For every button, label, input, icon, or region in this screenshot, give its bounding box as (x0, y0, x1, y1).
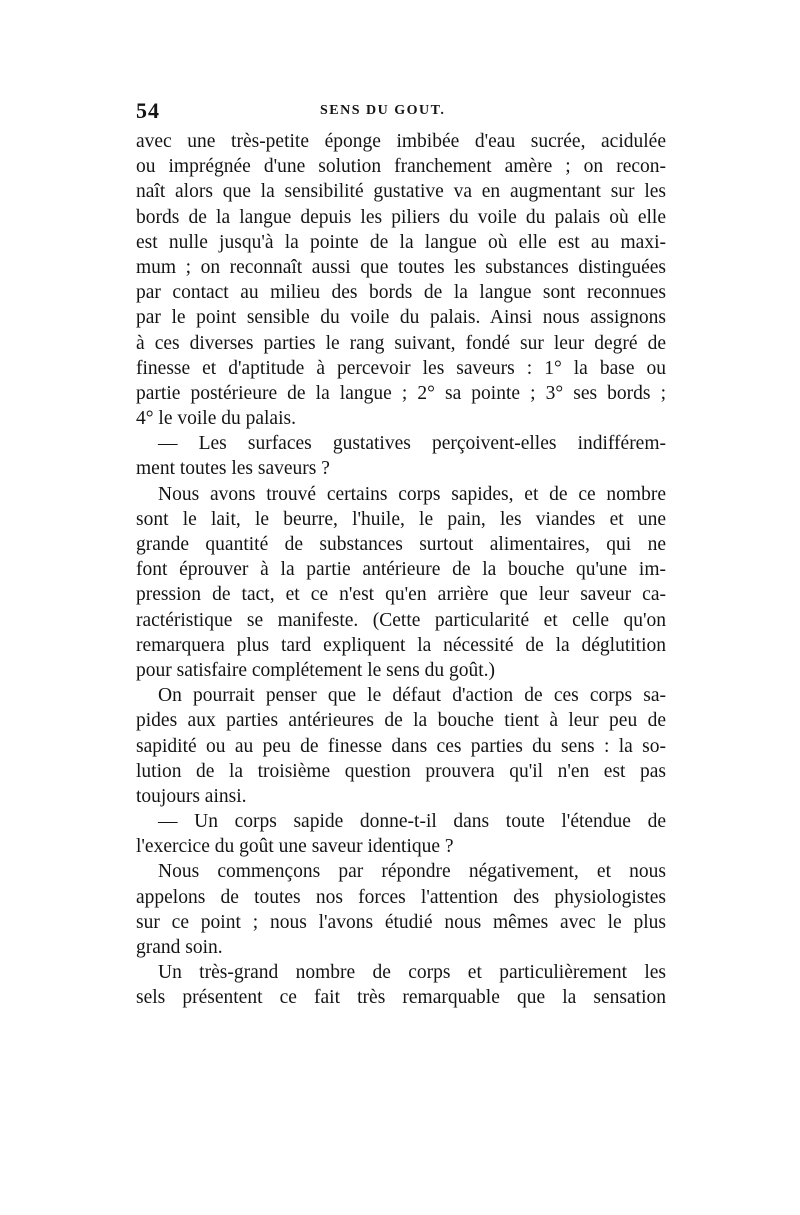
text-line: par le point sensible du voile du palais. Ainsi nous assignons (136, 307, 666, 329)
running-title: SENS DU GOUT. (320, 103, 446, 118)
text-line: sels présentent ce fait très remarquable que la sensation (136, 987, 666, 1009)
page-number: 54 (136, 98, 160, 123)
text-line: Un très-grand nombre de corps et particulièrement les (158, 962, 666, 984)
text-line: Nous commençons par répondre négativement, et nous (158, 861, 666, 883)
text-line: remarquera plus tard expliquent la nécessité de la déglutition (136, 634, 666, 656)
text-line: pression de tact, et ce n'est qu'en arrière que leur saveur ca- (136, 584, 666, 606)
text-line: ou imprégnée d'une solution franchement amère ; on recon- (136, 156, 666, 178)
text-line: par contact au milieu des bords de la langue sont reconnues (136, 282, 666, 304)
text-line: ractéristique se manifeste. (Cette particularité et celle qu'on (136, 609, 666, 631)
text-line: est nulle jusqu'à la pointe de la langue où elle est au maxi- (136, 231, 666, 253)
text-line: sur ce point ; nous l'avons étudié nous mêmes avec le plus (136, 911, 666, 933)
text-line: finesse et d'aptitude à percevoir les saveurs : 1° la base ou (136, 357, 666, 379)
text-line: grand soin. (136, 937, 223, 958)
text-line: appelons de toutes nos forces l'attention des physiologistes (136, 886, 666, 908)
text-line: bords de la langue depuis les piliers du voile du palais où elle (136, 206, 666, 228)
text-line: partie postérieure de la langue ; 2° sa pointe ; 3° ses bords ; (136, 382, 666, 404)
text-line: l'exercice du goût une saveur identique ? (136, 836, 454, 858)
page-header (136, 98, 666, 128)
body-text (136, 129, 666, 1011)
text-line: pides aux parties antérieures de la bouche tient à leur peu de (136, 710, 666, 732)
text-line: — Un corps sapide donne-t-il dans toute l'étendue de (158, 811, 666, 833)
text-line: — Les surfaces gustatives perçoivent-elles indifférem- (158, 433, 666, 455)
text-line: 4° le voile du palais. (136, 408, 296, 430)
text-line: toujours ainsi. (136, 785, 247, 807)
text-line: lution de la troisième question prouvera qu'il n'en est pas (136, 760, 666, 782)
text-line: Nous avons trouvé certains corps sapides, et de ce nombre (158, 483, 666, 505)
text-line: sont le lait, le beurre, l'huile, le pain, les viandes et une (136, 508, 666, 530)
text-line: avec une très-petite éponge imbibée d'eau sucrée, acidulée (136, 131, 666, 152)
text-line: font éprouver à la partie antérieure de la bouche qu'une im- (136, 559, 666, 581)
text-line: sapidité ou au peu de finesse dans ces parties du sens : la so- (136, 735, 666, 757)
text-line: On pourrait penser que le défaut d'action de ces corps sa- (158, 685, 666, 707)
text-line: mum ; on reconnaît aussi que toutes les substances distinguées (136, 256, 666, 278)
text-line: naît alors que la sensibilité gustative va en augmentant sur les (136, 181, 666, 203)
text-line: ment toutes les saveurs ? (136, 458, 330, 480)
text-line: à ces diverses parties le rang suivant, fondé sur leur degré de (136, 332, 666, 354)
text-line: pour satisfaire complétement le sens du goût.) (136, 659, 496, 681)
text-line: grande quantité de substances surtout alimentaires, qui ne (136, 534, 666, 555)
